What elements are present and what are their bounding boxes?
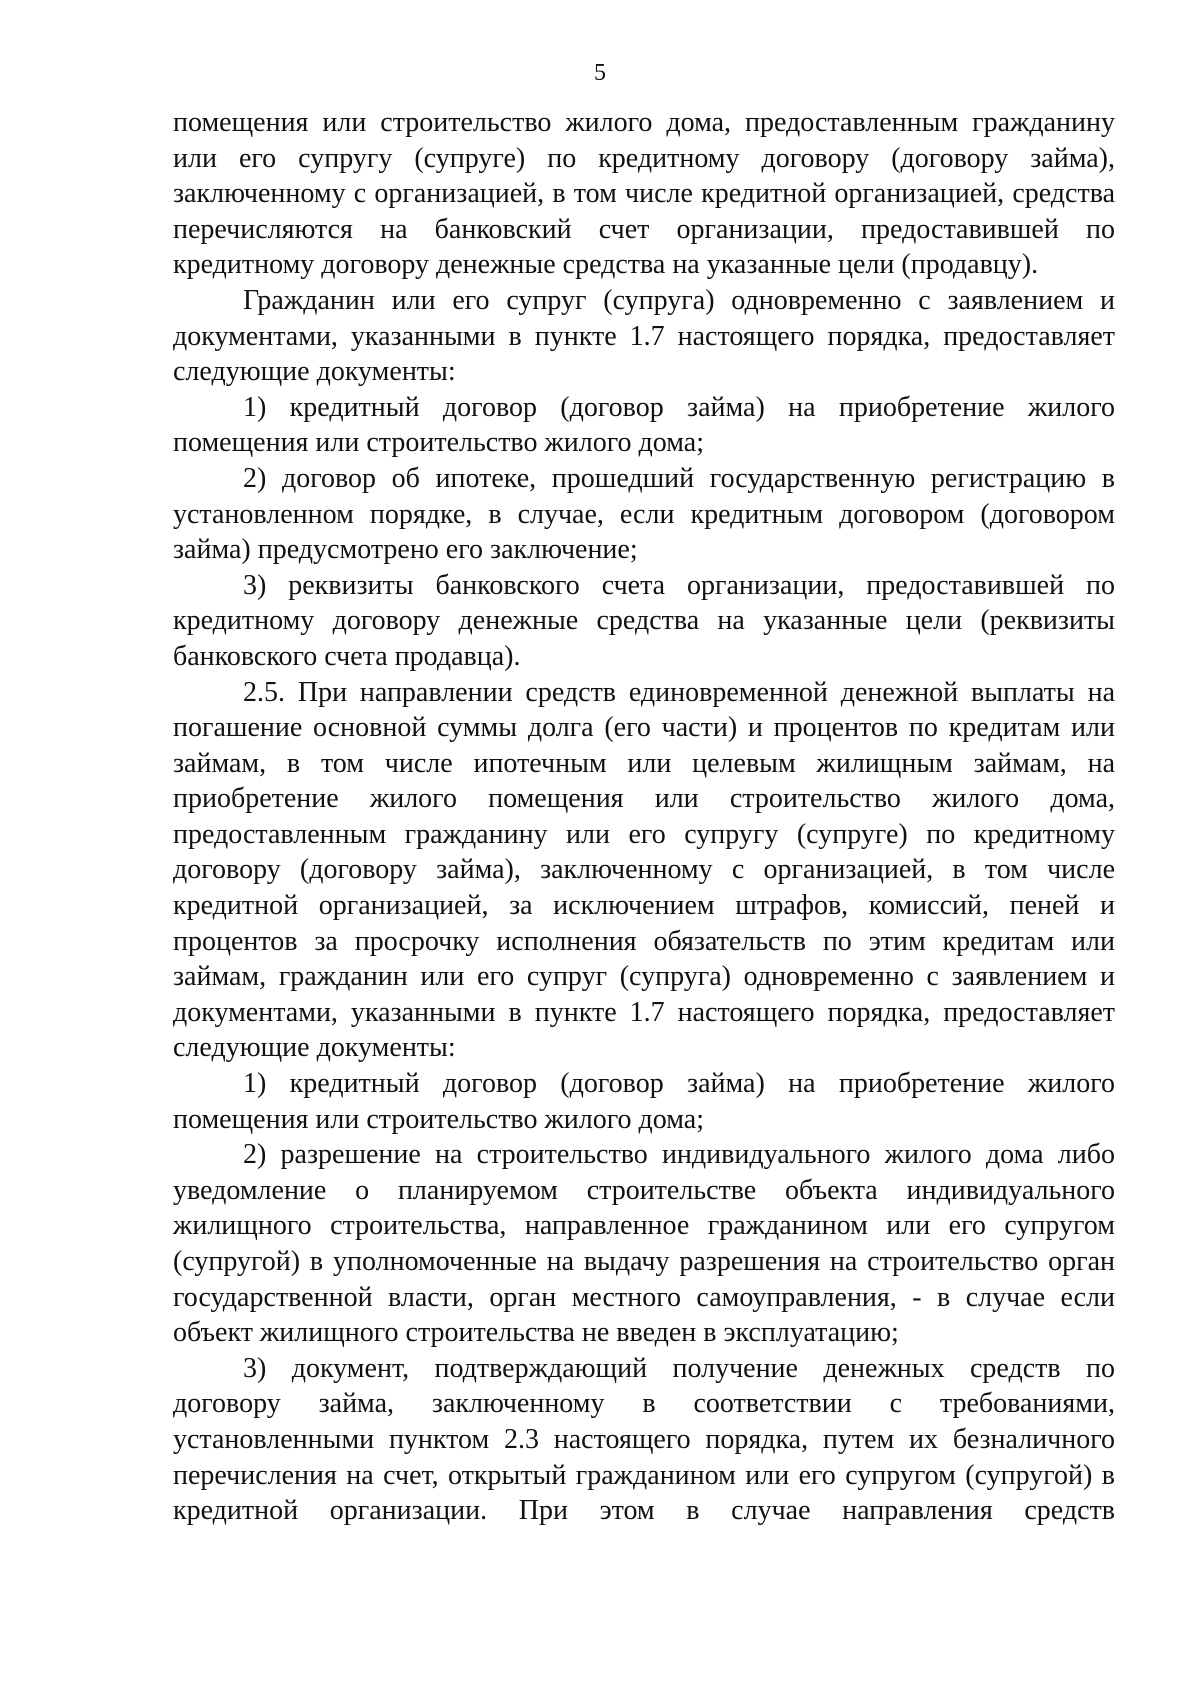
text-line: 2) разрешение на строительство индивидуального жилого дома либо: [243, 1139, 1115, 1171]
text-line: жилищного строительства, направленное гражданином или его супругом: [173, 1210, 1115, 1242]
text-line: займа) предусмотрено его заключение;: [173, 534, 638, 566]
text-line: (супругой) в уполномоченные на выдачу разрешения на строительство орган: [173, 1246, 1115, 1277]
text-line: процентов за просрочку исполнения обязательств по этим кредитам или: [173, 925, 1115, 957]
text-line: заключенному с организацией, в том числе кредитной организацией, средства: [173, 178, 1115, 210]
text-line: помещения или строительство жилого дома, предоставленным гражданину: [173, 107, 1115, 138]
text-line: или его супругу (супруге) по кредитному договору (договору займа),: [173, 142, 1115, 174]
document-body: [173, 105, 1115, 1529]
text-line: кредитной организацией, за исключением штрафов, комиссий, пеней и: [173, 890, 1115, 922]
text-line: помещения или строительство жилого дома;: [173, 427, 705, 459]
text-line: 2) договор об ипотеке, прошедший государственную регистрацию в: [243, 462, 1115, 494]
text-line: займам, в том числе ипотечным или целевым жилищным займам, на: [173, 747, 1115, 779]
paragraph: [173, 1066, 1115, 1137]
text-line: следующие документы:: [173, 356, 456, 388]
text-line: погашение основной суммы долга (его части) и процентов по кредитам или: [173, 712, 1115, 744]
text-line: уведомление о планируемом строительстве объекта индивидуального: [173, 1174, 1115, 1206]
text-line: договору (договору займа), заключенному с организацией, в том числе: [173, 854, 1115, 886]
text-line: 1) кредитный договор (договор займа) на приобретение жилого: [243, 1068, 1115, 1100]
text-line: перечисления на счет, открытый гражданином или его супругом (супругой) в: [173, 1459, 1115, 1491]
text-line: государственной власти, орган местного самоуправления, - в случае если: [173, 1281, 1115, 1313]
paragraph: [173, 283, 1115, 390]
paragraph: [173, 105, 1115, 283]
text-line: 2.5. При направлении средств единовременной денежной выплаты на: [243, 676, 1115, 708]
text-line: документами, указанными в пункте 1.7 настоящего порядка, предоставляет: [173, 996, 1115, 1028]
paragraph: [173, 1137, 1115, 1351]
paragraph: [173, 675, 1115, 1067]
text-line: следующие документы:: [173, 1032, 456, 1064]
text-line: 1) кредитный договор (договор займа) на приобретение жилого: [243, 391, 1115, 423]
text-line: займам, гражданин или его супруг (супруга) одновременно с заявлением и: [173, 961, 1115, 993]
paragraph: [173, 461, 1115, 568]
text-line: кредитному договору денежные средства на указанные цели (продавцу).: [173, 249, 1039, 281]
text-line: банковского счета продавца).: [173, 640, 521, 672]
text-line: 3) документ, подтверждающий получение денежных средств по: [243, 1352, 1115, 1384]
text-line: приобретение жилого помещения или строительство жилого дома,: [173, 783, 1115, 815]
text-line: перечисляются на банковский счет организации, предоставившей по: [173, 213, 1115, 245]
text-line: кредитной организации. При этом в случае направления средств: [173, 1495, 1115, 1527]
text-line: документами, указанными в пункте 1.7 настоящего порядка, предоставляет: [173, 320, 1115, 352]
paragraph: [173, 390, 1115, 461]
text-line: установленном порядке, в случае, если кредитным договором (договором: [173, 498, 1115, 530]
paragraph: [173, 568, 1115, 675]
paragraph: [173, 1351, 1115, 1529]
text-line: помещения или строительство жилого дома;: [173, 1103, 705, 1135]
page-number: 5: [594, 60, 606, 86]
text-line: предоставленным гражданину или его супругу (супруге) по кредитному: [173, 818, 1115, 850]
text-line: установленными пунктом 2.3 настоящего порядка, путем их безналичного: [173, 1423, 1115, 1455]
text-line: объект жилищного строительства не введен в эксплуатацию;: [173, 1317, 899, 1349]
text-line: договору займа, заключенному в соответствии с требованиями,: [173, 1388, 1115, 1420]
text-line: Гражданин или его супруг (супруга) одновременно с заявлением и: [243, 284, 1115, 316]
text-line: кредитному договору денежные средства на указанные цели (реквизиты: [173, 605, 1115, 637]
text-line: 3) реквизиты банковского счета организации, предоставившей по: [243, 569, 1115, 601]
